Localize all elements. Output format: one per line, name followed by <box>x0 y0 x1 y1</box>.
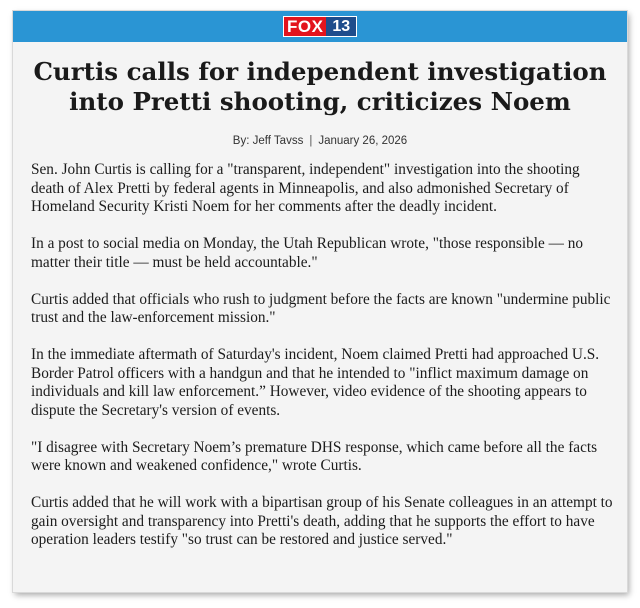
headline-line-1: Curtis calls for independent investigation <box>33 57 607 86</box>
paragraph-4: In the immediate aftermath of Saturday's incident, Noem claimed Pretti had approached U.S. Border Patrol officers with a handgun and that he intended to "inflict maximum damage on individuals and kill law enforcement.” However, video evidence of the shooting appears to dispute the Secretary's version of events. <box>31 346 600 419</box>
logo-fox-text: FOX <box>284 17 326 36</box>
paragraph-1: Sen. John Curtis is calling for a "transparent, independent" investigation into the shooting death of Alex Pretti by federal agents in Minneapolis, and also admonished Secretary of Homeland Security Kristi Noem for her comments after the deadly incident. <box>31 161 580 215</box>
headline-line-2: into Pretti shooting, criticizes Noem <box>69 87 571 116</box>
logo-number-text: 13 <box>326 17 356 36</box>
byline <box>13 135 627 147</box>
headline <box>13 57 627 117</box>
paragraph-2: In a post to social media on Monday, the Utah Republican wrote, "those responsible — no matter their title — must be held accountable." <box>31 235 584 271</box>
article-body <box>31 161 613 568</box>
paragraph-6: Curtis added that he will work with a bipartisan group of his Senate colleagues in an attempt to gain oversight and transparency into Pretti's death, adding that he supports the effort to have operation leaders testify "so trust can be restored and justice served." <box>31 494 613 548</box>
paragraph-5: "I disagree with Secretary Noem’s premature DHS response, which came before all the facts were known and weakened confidence," wrote Curtis. <box>31 438 598 474</box>
header-bar <box>13 11 627 42</box>
fox13-logo[interactable] <box>283 16 357 37</box>
byline-separator: | <box>309 135 313 147</box>
byline-date: January 26, 2026 <box>318 135 408 147</box>
byline-author: By: Jeff Tavss <box>232 135 304 147</box>
article-card <box>13 11 627 592</box>
paragraph-3: Curtis added that officials who rush to judgment before the facts are known "undermine public trust and the law-enforcement mission." <box>31 290 611 326</box>
